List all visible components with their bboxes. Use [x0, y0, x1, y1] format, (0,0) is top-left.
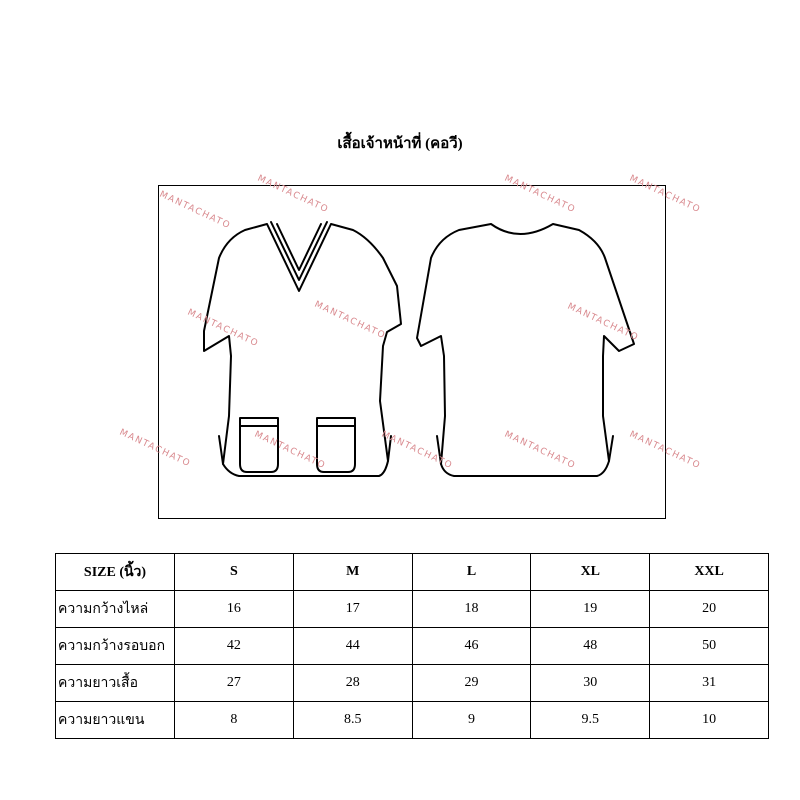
table-cell: 42: [175, 628, 294, 665]
watermark-group: [118, 174, 703, 472]
table-cell: 17: [293, 591, 412, 628]
page-title: เสื้อเจ้าหน้าที่ (คอวี): [337, 136, 463, 152]
watermark-text: MANTACHATO: [185, 307, 261, 350]
shirt-drawing: [117, 173, 703, 520]
table-cell: 27: [175, 665, 294, 702]
watermark-text: MANTACHATO: [379, 429, 455, 472]
header-size-m: M: [293, 554, 412, 591]
header-size-s: S: [175, 554, 294, 591]
watermark-text: MANTACHATO: [502, 429, 578, 472]
header-size-xxl: XXL: [650, 554, 769, 591]
table-cell: 28: [293, 665, 412, 702]
table-cell: 44: [293, 628, 412, 665]
table-cell: 29: [412, 665, 531, 702]
table-cell: 18: [412, 591, 531, 628]
table-row: [56, 591, 769, 628]
watermark-text: MANTACHATO: [565, 301, 641, 344]
front-shirt: [204, 222, 401, 476]
table-cell: 16: [175, 591, 294, 628]
table-header-row: [56, 554, 769, 591]
table-cell: 30: [531, 665, 650, 702]
watermark-text: MANTACHATO: [312, 299, 388, 342]
watermark-text: MANTACHATO: [627, 429, 703, 472]
table-row: [56, 702, 769, 739]
row-label-chest-width: ความกว้างรอบอก: [56, 628, 175, 665]
table-row: [56, 665, 769, 702]
table-cell: 46: [412, 628, 531, 665]
table-cell: 19: [531, 591, 650, 628]
watermark-text: MANTACHATO: [502, 173, 578, 216]
header-size-xl: XL: [531, 554, 650, 591]
header-size-unit: SIZE (นิ้ว): [56, 554, 175, 591]
size-chart-table: [55, 553, 769, 739]
table-cell: 9.5: [531, 702, 650, 739]
watermark-text: MANTACHATO: [157, 189, 233, 232]
watermark-text: MANTACHATO: [117, 427, 193, 470]
shirt-illustration: [117, 173, 703, 519]
table-cell: 8.5: [293, 702, 412, 739]
table-cell: 31: [650, 665, 769, 702]
watermark-text: MANTACHATO: [627, 173, 703, 216]
table-cell: 8: [175, 702, 294, 739]
row-label-shoulder-width: ความกว้างไหล่: [56, 591, 175, 628]
row-label-sleeve-length: ความยาวแขน: [56, 702, 175, 739]
watermark-text: MANTACHATO: [252, 429, 328, 472]
table-cell: 48: [531, 628, 650, 665]
table-cell: 20: [650, 591, 769, 628]
table-cell: 9: [412, 702, 531, 739]
table-cell: 50: [650, 628, 769, 665]
table-cell: 10: [650, 702, 769, 739]
watermark-text: MANTACHATO: [255, 173, 331, 216]
table-row: [56, 628, 769, 665]
header-size-l: L: [412, 554, 531, 591]
row-label-shirt-length: ความยาวเสื้อ: [56, 665, 175, 702]
